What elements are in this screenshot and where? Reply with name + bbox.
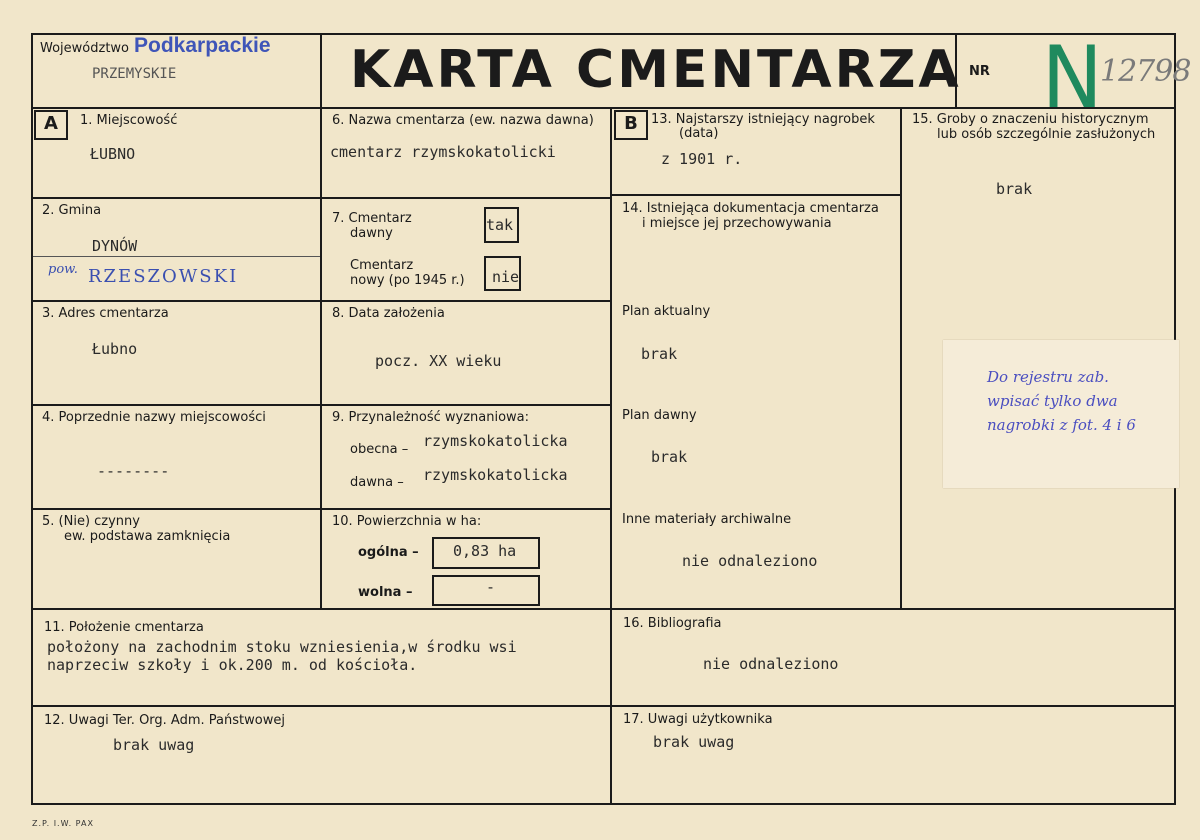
- section-b-letter: B: [614, 110, 648, 140]
- header-bottom-line: [31, 107, 1176, 109]
- f2-label: 2. Gmina: [42, 203, 102, 218]
- f12-value: brak uwag: [113, 736, 195, 754]
- f10-label: 10. Powierzchnia w ha:: [332, 514, 482, 529]
- b-row-line: [610, 194, 902, 196]
- section-a-letter: A: [34, 110, 68, 140]
- frame-bottom: [31, 803, 1176, 805]
- f12-label: 12. Uwagi Ter. Org. Adm. Państwowej: [44, 713, 285, 728]
- f14-label-2: i miejsce jej przechowywania: [642, 216, 832, 231]
- nr-number: 12798: [1100, 54, 1191, 89]
- sticky-note-line-3: nagrobki z fot. 4 i 6: [987, 416, 1136, 434]
- f15-label-2: lub osób szczególnie zasłużonych: [937, 127, 1156, 142]
- inne-materialy-label: Inne materiały archiwalne: [622, 512, 792, 527]
- col-divider-2: [610, 107, 612, 803]
- f3-value: Łubno: [92, 340, 138, 358]
- row-line-5: [31, 608, 1176, 610]
- f11-label: 11. Położenie cmentarza: [44, 620, 204, 635]
- footer-imprint: Z.P. I.W. PAX: [32, 819, 94, 828]
- f10-ogolna-value: 0,83 ha: [453, 542, 517, 560]
- sticky-note-line-1: Do rejestru zab.: [987, 368, 1109, 386]
- f13-label-1: 13. Najstarszy istniejący nagrobek: [651, 112, 875, 127]
- f16-label: 16. Bibliografia: [623, 616, 722, 631]
- f9-obecna-value: rzymskokatolicka: [423, 432, 568, 450]
- f7-nowy-label-1: Cmentarz: [350, 258, 414, 273]
- f15-value: brak: [996, 180, 1033, 198]
- f15-label-1: 15. Groby o znaczeniu historycznym: [912, 112, 1149, 127]
- plan-aktualny-label: Plan aktualny: [622, 304, 711, 319]
- row-line-3: [31, 404, 612, 406]
- f17-label: 17. Uwagi użytkownika: [623, 712, 773, 727]
- f10-wolna-value: -: [486, 578, 496, 596]
- plan-dawny-value: brak: [651, 448, 688, 466]
- wojewodztwo-stamp: Podkarpackie: [134, 34, 271, 57]
- f13-label-2: (data): [679, 126, 719, 141]
- inne-materialy-value: nie odnaleziono: [682, 552, 818, 570]
- f7-dawny-value: tak: [486, 216, 514, 234]
- row-line-1: [31, 197, 612, 199]
- f8-label: 8. Data założenia: [332, 306, 445, 321]
- f7-nowy-label-2: nowy (po 1945 r.): [350, 273, 465, 288]
- old-wojewodztwo: PRZEMYSKIE: [92, 66, 177, 82]
- f7-dawny-label-1: 7. Cmentarz: [332, 211, 412, 226]
- f5-label-2: ew. podstawa zamknięcia: [64, 529, 231, 544]
- f6-value: cmentarz rzymskokatolicki: [330, 143, 556, 161]
- gmina-pow-line: [33, 256, 320, 257]
- f2-value: DYNÓW: [92, 237, 138, 255]
- f17-value: brak uwag: [653, 733, 735, 751]
- f5-label-1: 5. (Nie) czynny: [42, 514, 140, 529]
- sticky-note-line-2: wpisać tylko dwa: [987, 392, 1118, 410]
- f3-label: 3. Adres cmentarza: [42, 306, 169, 321]
- row-line-6: [31, 705, 1176, 707]
- f1-label: 1. Miejscowość: [80, 113, 178, 128]
- f9-dawna-label: dawna –: [350, 475, 404, 490]
- sticky-note: [943, 340, 1179, 488]
- plan-dawny-label: Plan dawny: [622, 408, 697, 423]
- f7-dawny-label-2: dawny: [350, 226, 393, 241]
- f7-nowy-value: nie: [492, 268, 520, 286]
- f9-obecna-label: obecna –: [350, 442, 409, 457]
- f14-label-1: 14. Istniejąca dokumentacja cmentarza: [622, 201, 879, 216]
- f13-value: z 1901 r.: [661, 150, 743, 168]
- row-line-4: [31, 508, 612, 510]
- f10-ogolna-label: ogólna –: [358, 545, 419, 560]
- f10-wolna-label: wolna –: [358, 585, 413, 600]
- f8-value: pocz. XX wieku: [375, 352, 502, 370]
- f16-value: nie odnaleziono: [703, 655, 839, 673]
- f2-pow-prefix: pow.: [48, 262, 78, 277]
- header-divider-1: [320, 33, 322, 109]
- wojewodztwo-label: Województwo: [40, 41, 130, 56]
- f9-dawna-value: rzymskokatolicka: [423, 466, 568, 484]
- f1-value: ŁUBNO: [90, 145, 136, 163]
- f11-line-1: położony na zachodnim stoku wzniesienia,w środku wsi: [47, 638, 517, 656]
- plan-aktualny-value: brak: [641, 345, 678, 363]
- f2-pow-value: RZESZOWSKI: [88, 266, 239, 287]
- nr-label: NR: [969, 64, 990, 79]
- row-line-2: [31, 300, 612, 302]
- f11-line-2: naprzeciw szkoły i ok.200 m. od kościoła.: [47, 656, 418, 674]
- f4-label: 4. Poprzednie nazwy miejscowości: [42, 410, 266, 425]
- f6-label: 6. Nazwa cmentarza (ew. nazwa dawna): [332, 113, 594, 128]
- card-title: KARTA CMENTARZA: [350, 40, 962, 100]
- f9-label: 9. Przynależność wyznaniowa:: [332, 410, 530, 425]
- nr-letter: N: [1041, 28, 1103, 128]
- frame-left: [31, 33, 33, 805]
- f4-value: --------: [97, 462, 170, 480]
- col-divider-3: [900, 107, 902, 610]
- col-divider-1: [320, 107, 322, 610]
